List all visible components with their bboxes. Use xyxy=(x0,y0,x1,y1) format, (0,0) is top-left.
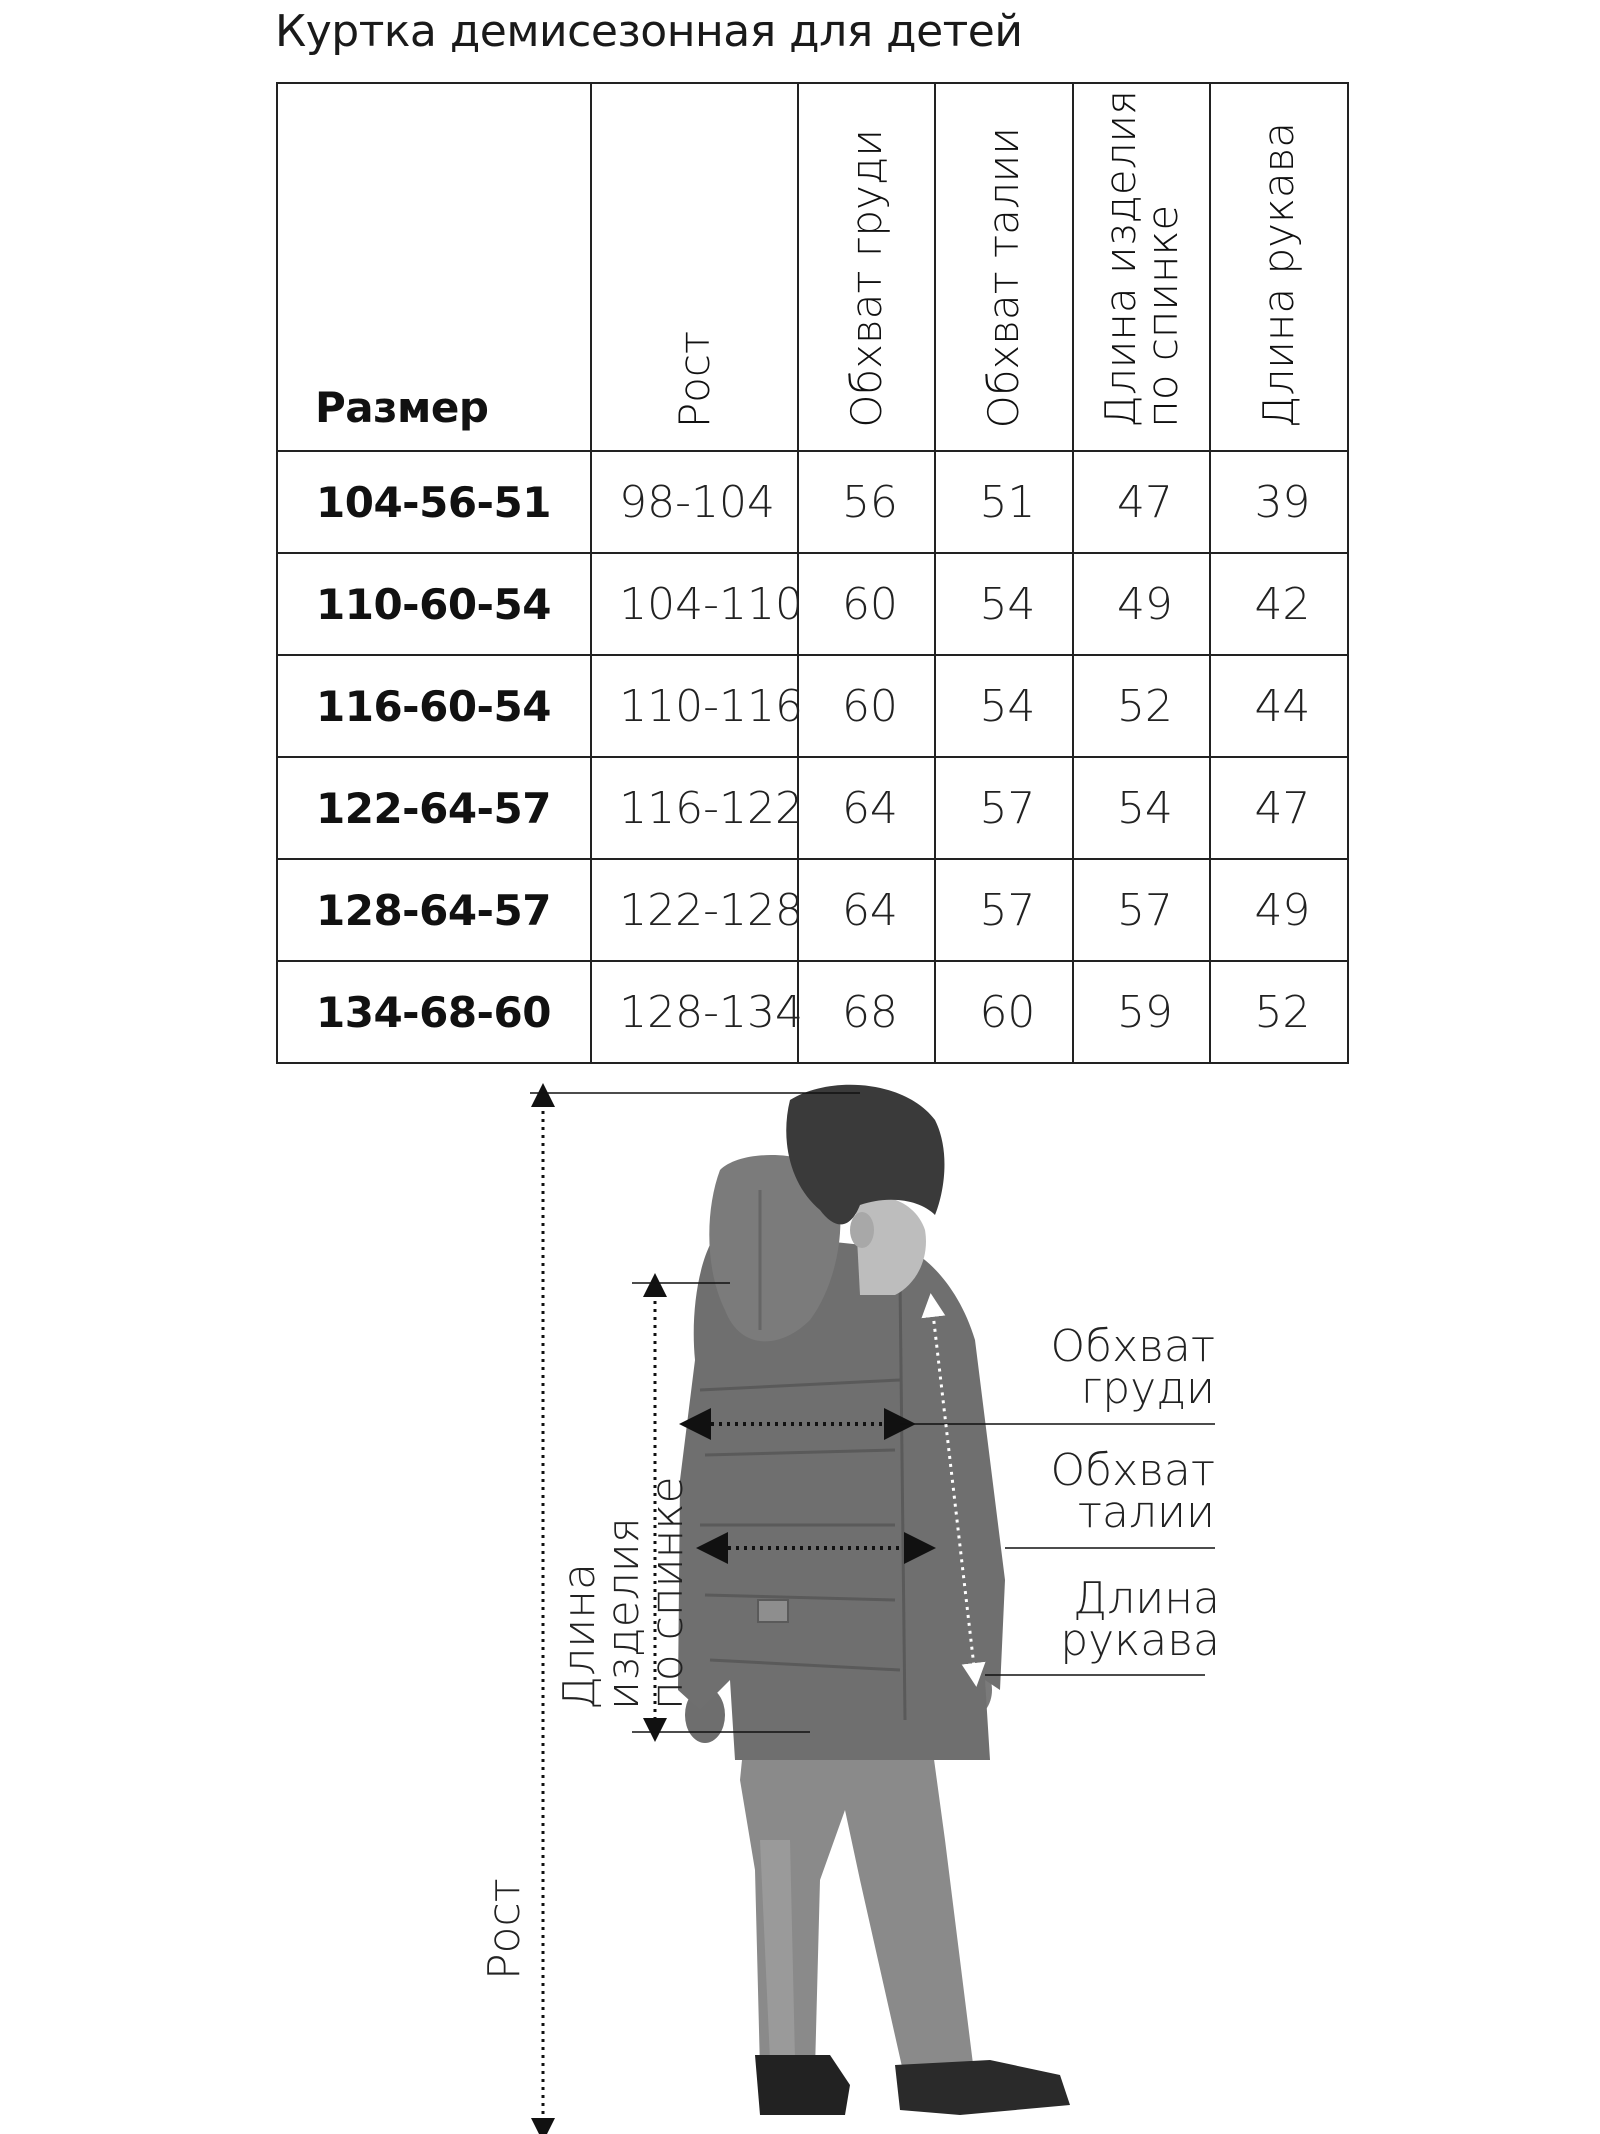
measurement-diagram xyxy=(0,1080,1600,2134)
cell-height: 116-122 xyxy=(591,757,798,859)
table-row xyxy=(277,859,1348,961)
header-chest: Обхват груди xyxy=(798,83,936,451)
size-chart-table xyxy=(276,82,1349,1064)
cell-waist: 57 xyxy=(935,859,1073,961)
cell-back-length: 47 xyxy=(1073,451,1211,553)
cell-size: 116-60-54 xyxy=(277,655,591,757)
cell-chest: 64 xyxy=(798,859,936,961)
cell-sleeve: 47 xyxy=(1210,757,1348,859)
chest-label: Обхват груди xyxy=(1050,1321,1215,1414)
cell-sleeve: 39 xyxy=(1210,451,1348,553)
cell-size: 134-68-60 xyxy=(277,961,591,1063)
cell-back-length: 59 xyxy=(1073,961,1211,1063)
cell-waist: 54 xyxy=(935,655,1073,757)
cell-waist: 60 xyxy=(935,961,1073,1063)
cell-size: 110-60-54 xyxy=(277,553,591,655)
cell-chest: 68 xyxy=(798,961,936,1063)
header-back-length: Длина изделия по спинке xyxy=(1073,83,1211,451)
cell-height: 98-104 xyxy=(591,451,798,553)
header-waist: Обхват талии xyxy=(935,83,1073,451)
cell-chest: 64 xyxy=(798,757,936,859)
cell-sleeve: 44 xyxy=(1210,655,1348,757)
cell-waist: 54 xyxy=(935,553,1073,655)
cell-back-length: 52 xyxy=(1073,655,1211,757)
table-row xyxy=(277,451,1348,553)
cell-chest: 56 xyxy=(798,451,936,553)
header-size: Размер xyxy=(277,83,591,451)
height-label: Рост xyxy=(479,1878,530,1980)
header-sleeve: Длина рукава xyxy=(1210,83,1348,451)
table-row xyxy=(277,757,1348,859)
cell-height: 110-116 xyxy=(591,655,798,757)
cell-waist: 57 xyxy=(935,757,1073,859)
back-length-label: Длина изделия по спинке xyxy=(554,1476,693,1710)
cell-size: 122-64-57 xyxy=(277,757,591,859)
cell-back-length: 49 xyxy=(1073,553,1211,655)
cell-height: 104-110 xyxy=(591,553,798,655)
sleeve-label: Длина рукава xyxy=(1060,1573,1220,1666)
header-height: Рост xyxy=(591,83,798,451)
cell-chest: 60 xyxy=(798,655,936,757)
cell-chest: 60 xyxy=(798,553,936,655)
table-row xyxy=(277,553,1348,655)
cell-back-length: 54 xyxy=(1073,757,1211,859)
table-header-row xyxy=(277,83,1348,451)
cell-sleeve: 49 xyxy=(1210,859,1348,961)
cell-sleeve: 52 xyxy=(1210,961,1348,1063)
cell-waist: 51 xyxy=(935,451,1073,553)
cell-sleeve: 42 xyxy=(1210,553,1348,655)
waist-label: Обхват талии xyxy=(1050,1445,1215,1538)
cell-height: 128-134 xyxy=(591,961,798,1063)
table-row xyxy=(277,655,1348,757)
cell-size: 104-56-51 xyxy=(277,451,591,553)
cell-size: 128-64-57 xyxy=(277,859,591,961)
table-row xyxy=(277,961,1348,1063)
boy-silhouette-illustration xyxy=(0,1080,1600,2134)
page-title: Куртка демисезонная для детей xyxy=(275,6,1023,57)
cell-height: 122-128 xyxy=(591,859,798,961)
cell-back-length: 57 xyxy=(1073,859,1211,961)
